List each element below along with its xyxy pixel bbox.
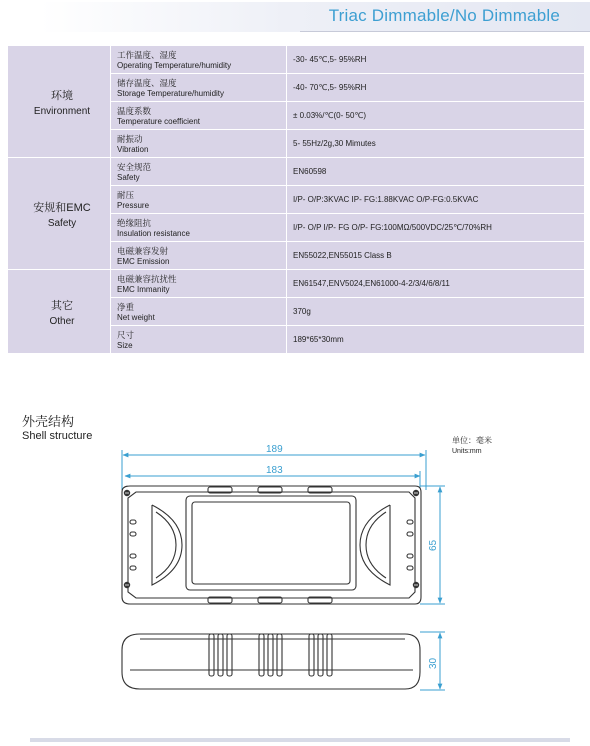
spec-item-zh: 工作温度、湿度	[117, 50, 177, 60]
spec-value: 370g	[287, 298, 585, 326]
dim-label-65: 65	[428, 539, 439, 551]
spec-item-en: Net weight	[117, 313, 155, 322]
spec-item-zh: 耐压	[117, 190, 135, 200]
spec-item-en: Temperature coefficient	[117, 117, 201, 126]
shell-title-zh: 外壳结构	[22, 414, 75, 429]
dim-label-189: 189	[266, 444, 283, 455]
spec-item-en: Size	[117, 341, 133, 350]
spec-item-zh: 电磁兼容发射	[117, 246, 169, 256]
spec-item-en: Safety	[117, 173, 140, 182]
spec-category-zh: 环境	[51, 89, 73, 102]
footer-divider	[30, 738, 570, 742]
spec-category-en: Other	[49, 315, 75, 327]
spec-value: I/P- O/P:3KVAC IP- FG:1.88KVAC O/P-FG:0.5KVAC	[287, 186, 585, 214]
side-view-housing	[122, 634, 420, 689]
spec-value: EN55022,EN55015 Class B	[287, 242, 585, 270]
page-title: Triac Dimmable/No Dimmable	[328, 6, 560, 25]
dim-label-30: 30	[428, 657, 439, 669]
spec-value: I/P- O/P I/P- FG O/P- FG:100MΩ/500VDC/25℃/70%RH	[287, 214, 585, 242]
spec-value: EN60598	[287, 158, 585, 186]
spec-item-en: Operating Temperature/humidity	[117, 61, 232, 70]
top-view-housing	[122, 486, 421, 604]
spec-item-zh: 电磁兼容抗扰性	[117, 274, 177, 284]
spec-value: EN61547,ENV5024,EN61000-4-2/3/4/6/8/11	[287, 270, 585, 298]
spec-category-en: Environment	[33, 105, 91, 117]
spec-item-zh: 净重	[117, 302, 135, 312]
spec-item-en: Pressure	[117, 201, 150, 210]
spec-value: ± 0.03%/℃(0- 50℃)	[287, 102, 585, 130]
spec-value: -40- 70℃,5- 95%RH	[287, 74, 585, 102]
spec-item-zh: 耐振动	[117, 134, 143, 144]
dim-label-183: 183	[266, 465, 283, 476]
spec-item-zh: 温度系数	[117, 106, 152, 116]
spec-item-zh: 尺寸	[117, 330, 135, 340]
spec-category-en: Safety	[47, 217, 77, 229]
spec-category-zh: 安规和EMC	[33, 201, 91, 214]
unit-label-zh: 单位：毫米	[452, 436, 492, 445]
spec-item-en: EMC Emission	[117, 257, 170, 266]
spec-value: -30- 45℃,5- 95%RH	[287, 46, 585, 74]
unit-label-en: Units:mm	[452, 448, 482, 455]
spec-item-en: EMC Immanity	[117, 285, 170, 294]
spec-item-zh: 安全规范	[117, 162, 152, 172]
spec-item-en: Storage Temperature/humidity	[117, 89, 225, 98]
spec-category-zh: 其它	[51, 299, 73, 312]
spec-value: 5- 55Hz/2g,30 Mimutes	[287, 130, 585, 158]
spec-item-zh: 绝缘阻抗	[117, 218, 152, 228]
spec-value: 189*65*30mm	[287, 326, 585, 354]
spec-item-en: Vibration	[117, 145, 149, 154]
spec-item-zh: 储存温度、湿度	[117, 78, 177, 88]
shell-title-en: Shell structure	[22, 430, 93, 442]
spec-item-en: Insulation resistance	[117, 229, 190, 238]
screw-holes	[124, 490, 419, 588]
